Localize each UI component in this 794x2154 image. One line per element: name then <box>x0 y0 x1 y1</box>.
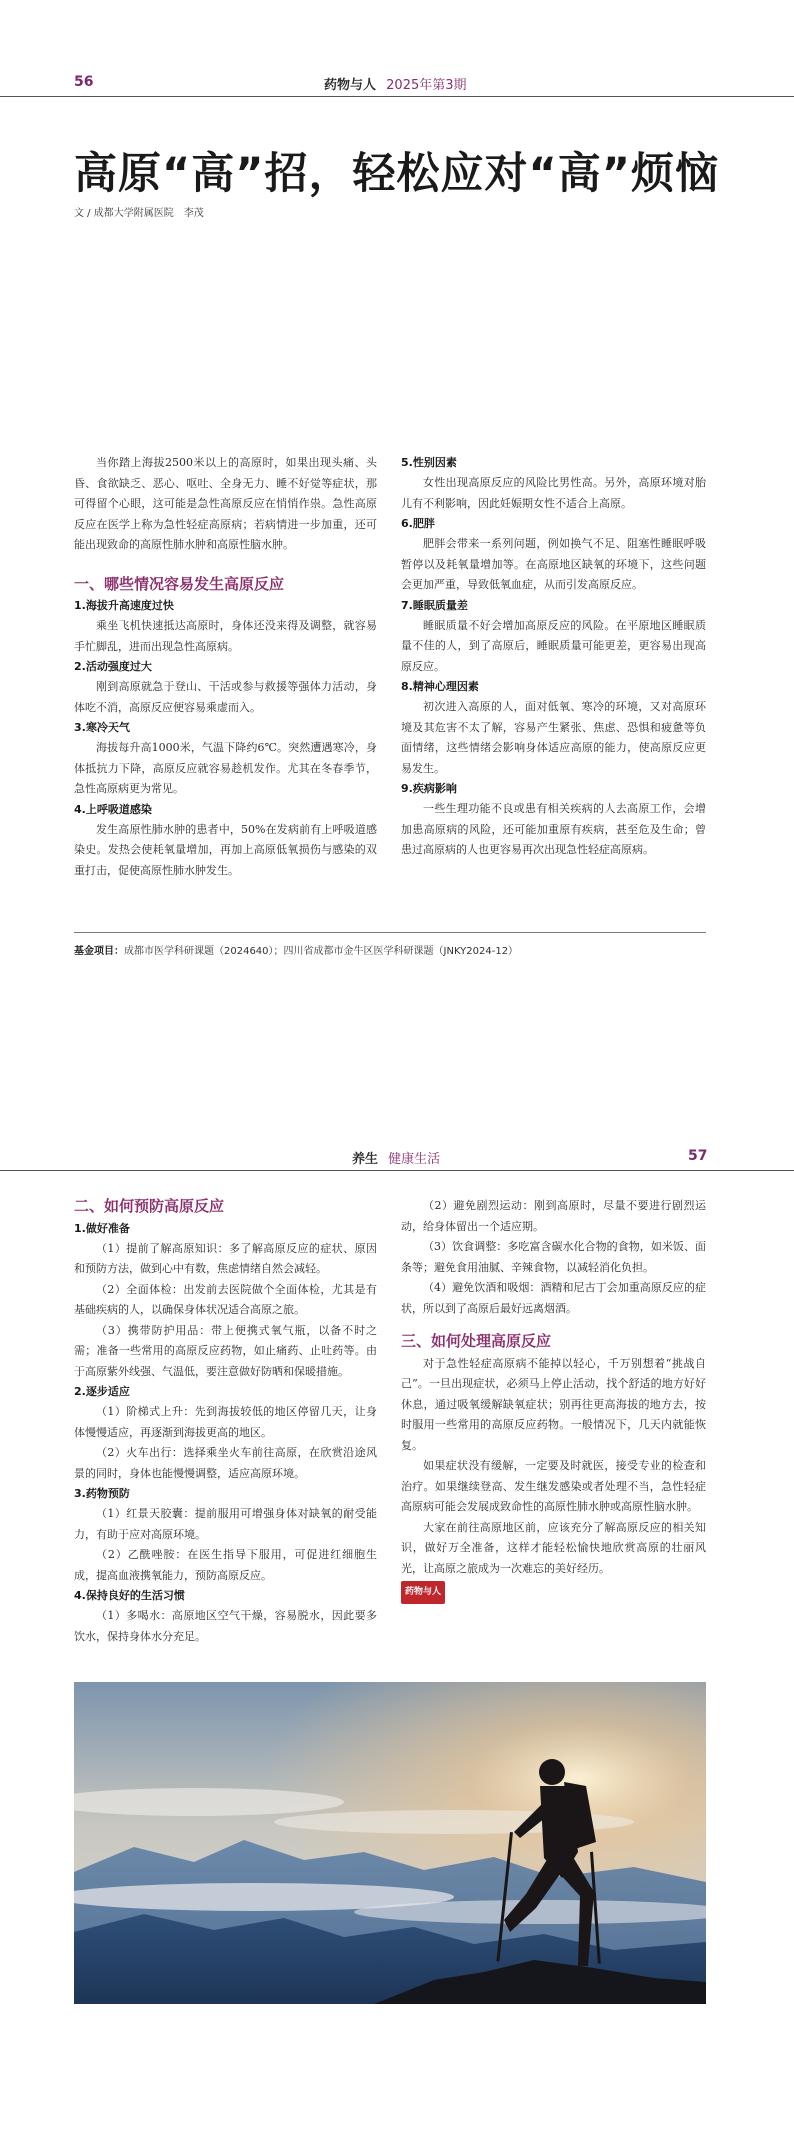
article-column-right-57 <box>401 1196 706 1604</box>
paragraph: 大家在前往高原地区前，应该充分了解高原反应的相关知识，做好万全准备，这样才能轻松愉快地欣赏高原的壮丽风光，让高原之旅成为一次难忘的美好经历。 <box>401 1520 706 1575</box>
hiker-photo <box>74 1682 706 2004</box>
paragraph: （3）饮食调整：多吃富含碳水化合物的食物，如米饭、面条等；避免食用油腻、辛辣食物，以减轻消化负担。 <box>401 1240 706 1274</box>
page-number: 56 <box>74 74 94 90</box>
column-name: 养生 <box>352 1152 379 1167</box>
magazine-name: 药物与人 <box>324 78 377 93</box>
running-header-57 <box>352 1148 440 1167</box>
section-heading: 二、如何预防高原反应 <box>74 1197 225 1215</box>
paragraph: （2）避免剧烈运动：刚到高原时，尽量不要进行剧烈运动，给身体留出一个适应期。 <box>401 1199 706 1233</box>
article-title: 高原“高”招，轻松应对“高”烦恼 <box>74 149 720 199</box>
header-divider <box>0 1170 794 1171</box>
end-logo: 药物与人 <box>401 1581 445 1604</box>
paragraph: 初次进入高原的人，面对低氧、寒冷的环境，又对高原环境及其危害不太了解，容易产生紧张、焦虑、恐惧和疲惫等负面情绪，这些情绪会影响身体适应高原的能力，使高原反应更易发生。 <box>401 700 706 775</box>
intro-paragraph: 当你踏上海拔2500米以上的高原时，如果出现头痛、头昏、食欲缺乏、恶心、呕吐、全身无力、睡不好觉等症状，那可得留个心眼，这可能是急性高原反应在悄悄作祟。急性高原反应在医学上称为急性轻症高原病；若病情进一步加重，还可能出现致命的高原性肺水肿和高原性脑水肿。 <box>74 456 377 551</box>
subheading: 9.疾病影响 <box>401 782 457 795</box>
paragraph: 刚到高原就急于登山、干活或参与救援等强体力活动，身体吃不消，高原反应便容易乘虚而入。 <box>74 680 377 714</box>
paragraph: 肥胖会带来一系列问题，例如换气不足、阻塞性睡眠呼吸暂停以及耗氧量增加等。在高原地区缺氧的环境下，这些问题会更加严重，导致低氧血症，从而引发高原反应。 <box>401 537 706 591</box>
paragraph: （2）全面体检：出发前去医院做个全面体检，尤其是有基础疾病的人，以确保身体状况适合高原之旅。 <box>74 1282 377 1316</box>
paragraph: （4）避免饮酒和吸烟：酒精和尼古丁会加重高原反应的症状，所以到了高原后最好远离烟酒。 <box>401 1281 706 1315</box>
subheading: 1.海拔升高速度过快 <box>74 599 174 612</box>
funding-text: 成都市医学科研课题（2024640）；四川省成都市金牛区医学科研课题（JNKY2024-12） <box>124 946 519 957</box>
running-header <box>324 74 467 93</box>
column-subtitle: 健康生活 <box>388 1152 441 1167</box>
paragraph: （2）火车出行：选择乘坐火车前往高原，在欣赏沿途风景的同时，身体也能慢慢调整，适应高原环境。 <box>74 1446 377 1480</box>
issue-label: 2025年第3期 <box>386 78 467 93</box>
subheading: 4.保持良好的生活习惯 <box>74 1589 185 1602</box>
article-column-left-57 <box>74 1196 377 1647</box>
paragraph: 睡眠质量不好会增加高原反应的风险。在平原地区睡眠质量不佳的人，到了高原后，睡眠质量可能更差，更容易出现高原反应。 <box>401 618 706 673</box>
paragraph: 海拔每升高1000米，气温下降约6℃。突然遭遇寒冷，身体抵抗力下降，高原反应就容易趁机发作。尤其在冬春季节，急性高原病更为常见。 <box>74 741 377 795</box>
paragraph: （1）阶梯式上升：先到海拔较低的地区停留几天，让身体慢慢适应，再逐渐到海拔更高的地区。 <box>74 1405 377 1439</box>
funding-note <box>74 942 714 957</box>
paragraph: 一些生理功能不良或患有相关疾病的人去高原工作，会增加患高原病的风险，还可能加重原有疾病，甚至危及生命；曾患过高原病的人也更容易再次出现急性轻症高原病。 <box>401 802 706 856</box>
paragraph: （3）携带防护用品：带上便携式氧气瓶，以备不时之需；准备一些常用的高原反应药物，如止痛药、止吐药等。由于高原紫外线强、气温低，要注意做好防晒和保暖措施。 <box>74 1323 377 1378</box>
subheading: 7.睡眠质量差 <box>401 598 468 612</box>
mountain-hiker-illustration <box>74 1682 706 2004</box>
subheading: 5.性别因素 <box>401 456 457 469</box>
subheading: 8.精神心理因素 <box>401 680 479 693</box>
paragraph: （1）多喝水：高原地区空气干燥，容易脱水，因此要多饮水，保持身体水分充足。 <box>74 1609 377 1643</box>
funding-label: 基金项目： <box>74 946 124 957</box>
article-column-right <box>401 453 706 861</box>
paragraph: 乘坐飞机快速抵达高原时，身体还没来得及调整，就容易手忙脚乱，进而出现急性高原病。 <box>74 619 377 653</box>
subheading: 2.逐步适应 <box>74 1385 130 1398</box>
subheading: 4.上呼吸道感染 <box>74 802 152 816</box>
paragraph: （2）乙酰唑胺：在医生指导下服用，可促进红细胞生成，提高血液携氧能力，预防高原反应。 <box>74 1548 377 1582</box>
paragraph: （1）红景天胶囊：提前服用可增强身体对缺氧的耐受能力，有助于应对高原环境。 <box>74 1507 377 1541</box>
paragraph: 发生高原性肺水肿的患者中，50%在发病前有上呼吸道感染史。发热会使耗氧量增加，再加上高原低氧损伤与感染的双重打击，促使高原性肺水肿发生。 <box>74 822 377 877</box>
paragraph: 女性出现高原反应的风险比男性高。另外，高原环境对胎儿有不利影响，因此妊娠期女性不适合上高原。 <box>401 476 706 510</box>
subheading: 1.做好准备 <box>74 1221 130 1235</box>
paragraph: 如果症状没有缓解，一定要及时就医，接受专业的检查和治疗。如果继续登高、发生继发感染或者处理不当，急性轻症高原病可能会发展成致命性的高原性肺水肿或高原性脑水肿。 <box>401 1459 706 1513</box>
paragraph: 对于急性轻症高原病不能掉以轻心，千万别想着“挑战自己”。一旦出现症状，必须马上停止活动，找个舒适的地方好好休息，通过吸氧缓解缺氧症状；别再往更高海拔的地方去，按时服用一些常用的高原反应药物。一般情况下，几天内就能恢复。 <box>401 1356 706 1452</box>
article-column-left <box>74 453 377 881</box>
subheading: 3.寒冷天气 <box>74 721 130 734</box>
section-heading: 三、如何处理高原反应 <box>401 1332 552 1350</box>
subheading: 3.药物预防 <box>74 1487 130 1500</box>
header-divider <box>0 96 794 97</box>
page-number: 57 <box>688 1148 708 1164</box>
subheading: 6.肥胖 <box>401 517 435 530</box>
paragraph: （1）提前了解高原知识：多了解高原反应的症状、原因和预防方法，做到心中有数，焦虑情绪自然会减轻。 <box>74 1241 377 1275</box>
footnote-divider <box>74 932 706 933</box>
byline: 文 / 成都大学附属医院 李茂 <box>74 208 204 219</box>
section-heading: 一、哪些情况容易发生高原反应 <box>74 574 285 593</box>
subheading: 2.活动强度过大 <box>74 660 152 673</box>
